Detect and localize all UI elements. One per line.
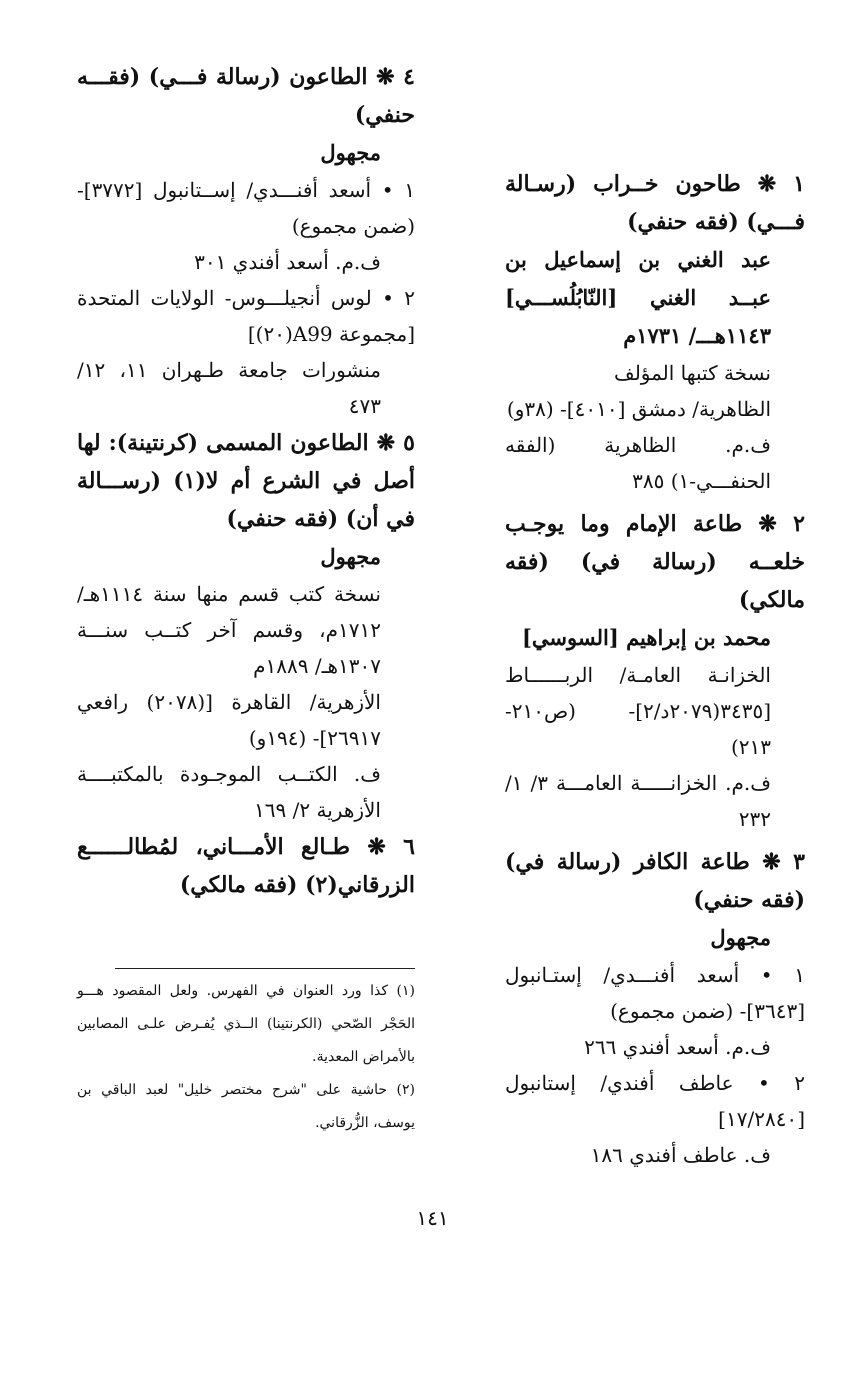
entry-3-copy-2-reference: ف. عاطف أفندي ١٨٦ <box>590 1143 771 1167</box>
footnotes <box>77 968 415 1140</box>
page-number: ١٤١ <box>416 1206 449 1230</box>
entry-5-title: ٥ ❋ الطاعون المسمى (كرنتينة): لها أصل في الشرع أم لا(١) (رســـالة في أن) (فقه حنفي) <box>77 430 415 532</box>
entry-4-author: مجهول <box>320 140 381 165</box>
entry-4-copy-2: ٢ • لوس أنجيلـــوس- الولايات المتحدة [مجموعة A99(٢٠)] <box>77 286 415 346</box>
entry-4-copy-1: ١ • أسعد أفنـــدي/ إســتانبول [٣٧٧٢]- (ضمن مجموع) <box>77 178 415 238</box>
entry-3-author: مجهول <box>710 925 771 950</box>
footnote-1: (١) كذا ورد العنوان في الفهرس. ولعل المقصود هـــو الحَجْر الصّحي (الكرنتينا) الــذي يُفـرض علـى المصابين بالأمراض المعدية. <box>77 983 415 1065</box>
entry-1-author: عبد الغني بن إسماعيل بن عبــد الغني [النّابُلُســـي] ١١٤٣هـــ/ ١٧٣١م <box>505 247 771 348</box>
entry-1-reference: ف.م. الظاهرية (الفقه الحنفـــي-١) ٣٨٥ <box>505 433 771 493</box>
footnote-2: (٢) حاشية على "شرح مختصر خليل" لعبد الباقي بن يوسف، الزُّرقاني. <box>77 1082 415 1131</box>
entry-5-author: مجهول <box>320 544 381 569</box>
entry-1-title: ١ ❋ طاحون خــراب (رسـالة فـــي) (فقه حنفي) <box>505 171 805 235</box>
entry-6-title: ٦ ❋ طـالع الأمـــاني، لمُطالــــــع الزرقاني(٢) (فقه مالكي) <box>77 834 415 898</box>
entry-4-copy-1-reference: ف.م. أسعد أفندي ٣٠١ <box>194 250 381 274</box>
entry-2-title: ٢ ❋ طاعة الإمام وما يوجـب خلعــه (رسالة في) (فقه مالكي) <box>505 511 805 613</box>
entry-2-author: محمد بن إبراهيم [السوسي] <box>521 625 771 650</box>
entry-5-location: الأزهرية/ القاهرة [(٢٠٧٨) رافعي ٢٦٩١٧]- (١٩٤و) <box>77 690 381 750</box>
entry-3-copy-2: ٢ • عاطف أفندي/ إستانبول [١٧/٢٨٤٠] <box>505 1071 805 1131</box>
entry-2-reference: ف.م. الخزانـــــة العامـــة ٣/ ١/ ٢٣٢ <box>505 771 771 831</box>
right-column <box>505 165 805 1173</box>
entry-5-reference: ف. الكتــب الموجـودة بالمكتبــــة الأزهرية ٢/ ١٦٩ <box>77 762 381 822</box>
entry-3-copy-1-reference: ف.م. أسعد أفندي ٢٦٦ <box>584 1035 771 1059</box>
entry-4-copy-2-reference: منشورات جامعة طـهران ١١، ١٢/ ٤٧٣ <box>77 358 381 418</box>
entry-3-title: ٣ ❋ طاعة الكافر (رسالة في) (فقه حنفي) <box>505 849 805 913</box>
entry-1-location: الظاهرية/ دمشق [٤٠١٠]- (٣٨و) <box>506 397 771 421</box>
entry-2-location: الخزانـة العامـة/ الربــــــاط [٣٤٣٥(٢٠٧٩د/٢]- (ص٢١٠- ٢١٣) <box>505 663 771 759</box>
entry-1-note: نسخة كتبها المؤلف <box>613 361 771 385</box>
left-column <box>77 58 415 904</box>
footnote-divider <box>115 968 415 969</box>
entry-5-note: نسخة كتب قسم منها سنة ١١١٤هـ/ ١٧١٢م، وقسم آخر كتــب سنـــة ١٣٠٧هـ/ ١٨٨٩م <box>77 582 381 678</box>
entry-3-copy-1: ١ • أسعد أفنـــدي/ إستـانبول [٣٦٤٣]- (ضمن مجموع) <box>505 963 805 1023</box>
entry-4-title: ٤ ❋ الطاعون (رسالة فـــي) (فقـــه حنفي) <box>77 64 415 128</box>
